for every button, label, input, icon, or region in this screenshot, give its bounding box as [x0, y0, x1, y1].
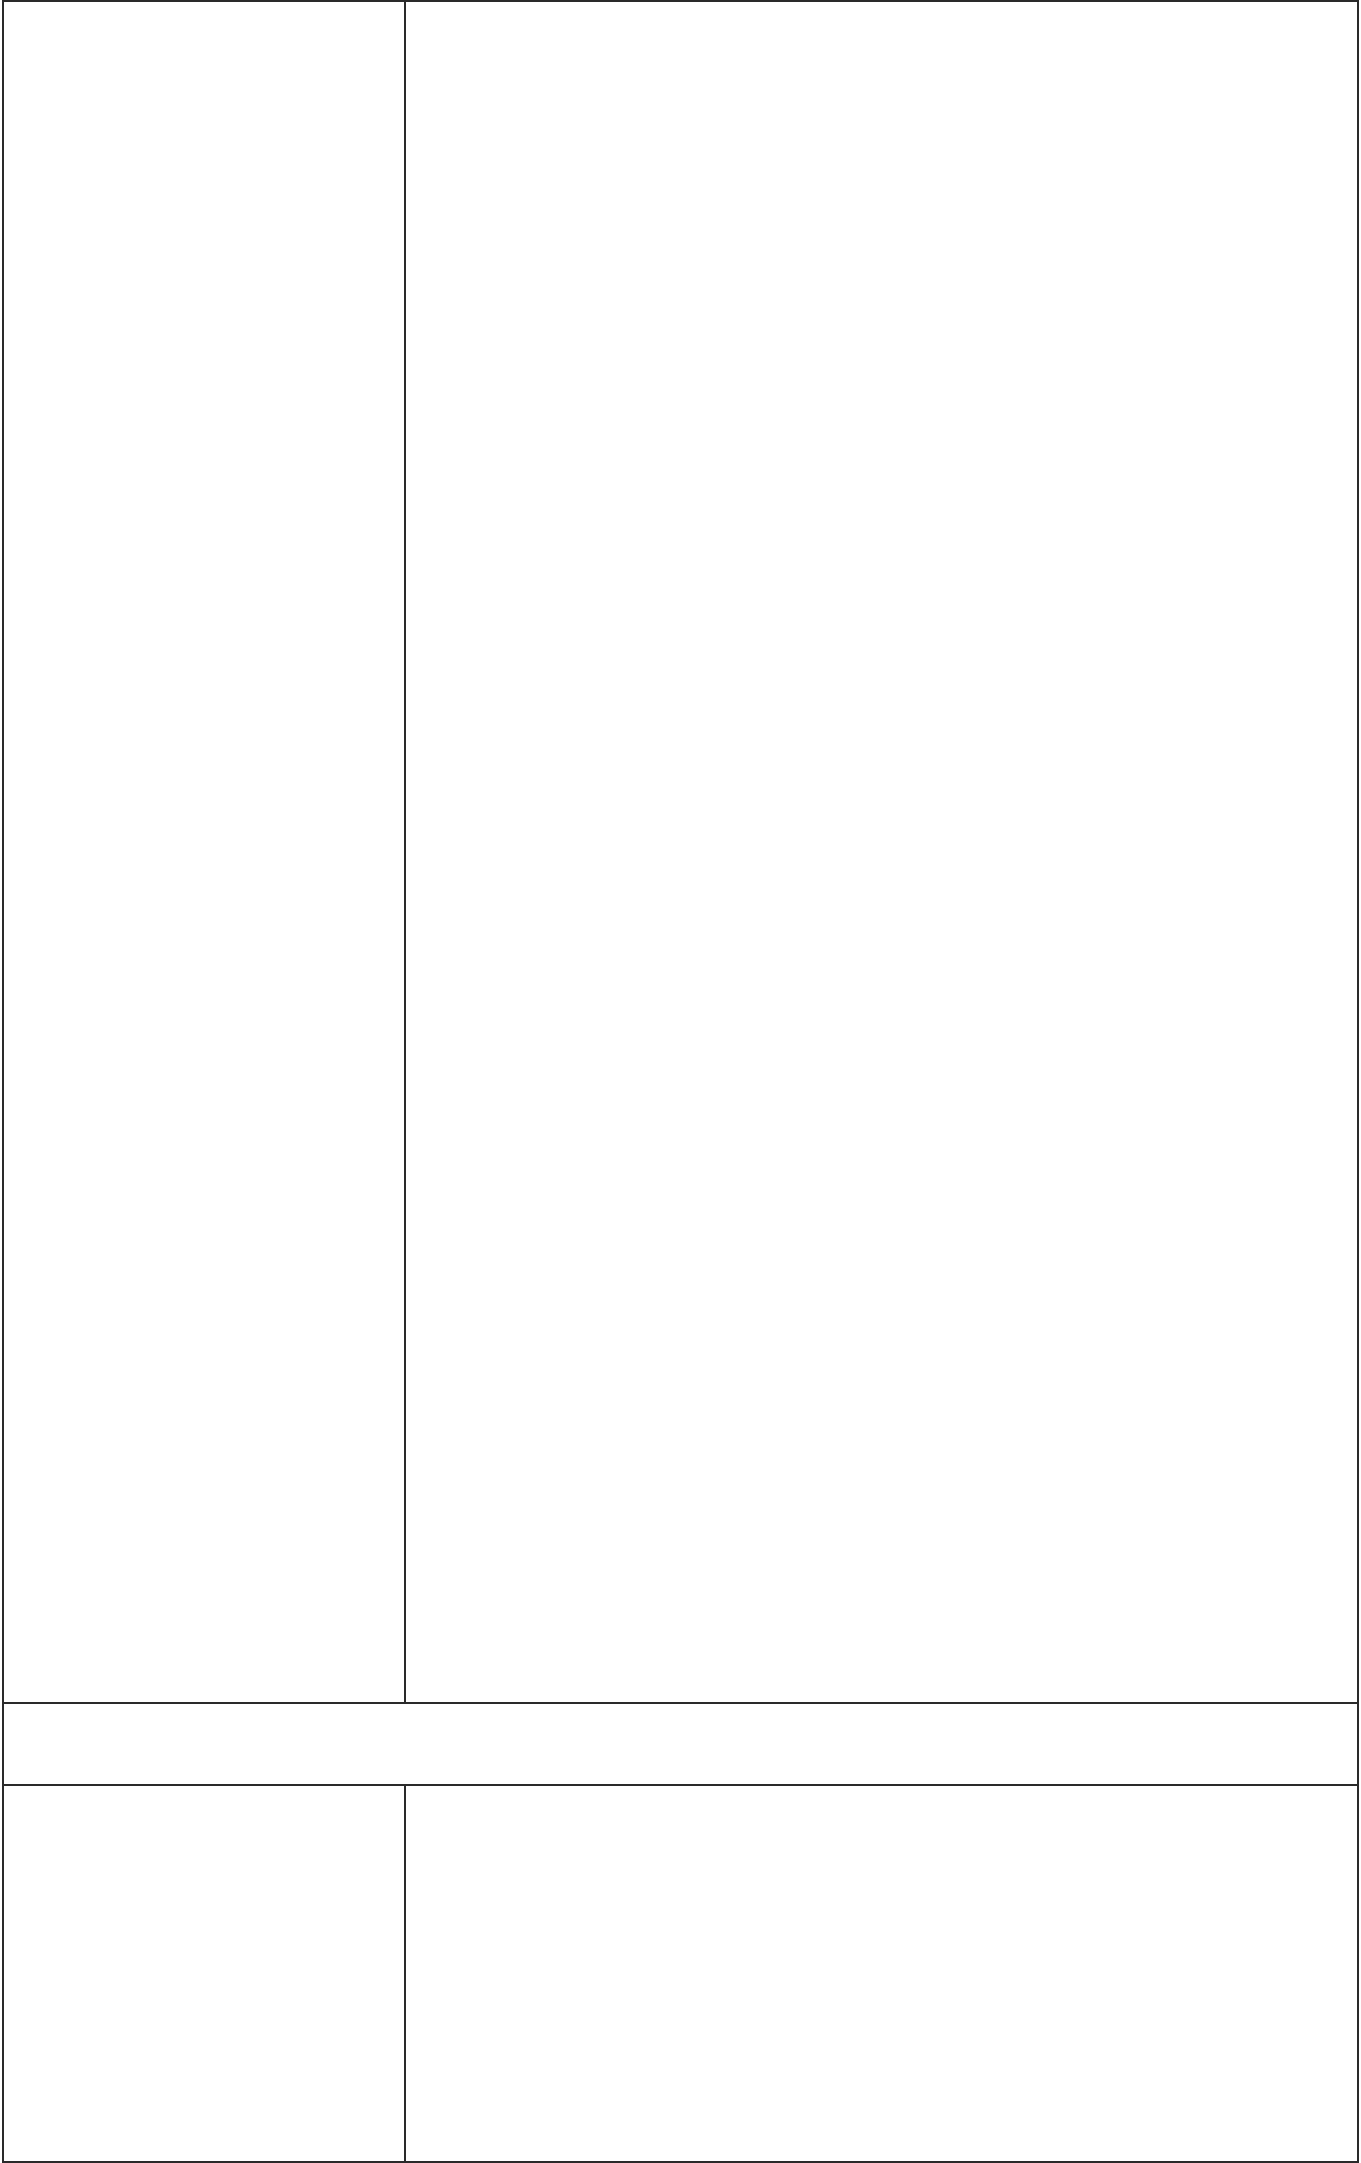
left-column-empty-cell	[3, 1, 405, 1703]
table-row-bottom	[3, 1785, 1358, 2162]
section-heading	[3, 1703, 1358, 1785]
document-page	[2, 0, 1357, 2066]
table-row-top	[3, 1, 1358, 1703]
right-column-proposition-cell	[405, 1785, 1358, 2162]
propositions-list	[406, 2, 1357, 24]
right-column-propositions-cell	[405, 1, 1358, 1703]
left-column-proposition-cell	[3, 1785, 405, 2162]
propositions-table	[2, 0, 1359, 2163]
table-row-section	[3, 1703, 1358, 1785]
